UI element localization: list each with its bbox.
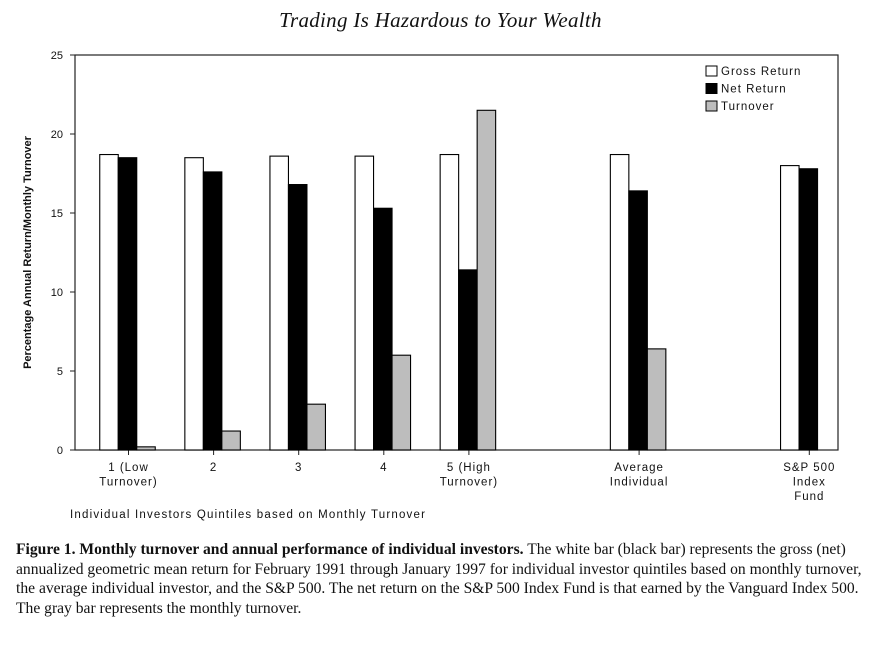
y-tick-label: 20	[50, 129, 63, 141]
bar-turnover	[647, 349, 666, 450]
bar-net-return	[459, 270, 478, 450]
bar-turnover	[307, 404, 326, 450]
bar-gross-return	[100, 155, 119, 450]
bar-turnover	[477, 110, 496, 450]
x-tick-label: 5 (High	[446, 462, 491, 474]
x-tick-label: Turnover)	[99, 476, 158, 489]
x-tick-label: Index	[792, 476, 826, 489]
y-tick-label: 25	[50, 50, 63, 62]
caption-body: The white bar (black bar) represents the gross (net) annualized geometric mean return for February 1991 through January 1997 for individual investor quintiles based on monthly turnover, the average individual investor, and the S&P 500. The net return on the S&P 500 Index Fund is that earned by the Vanguard Index 500. The gray bar represents the monthly turnover.	[16, 541, 862, 617]
chart-title: Trading Is Hazardous to Your Wealth	[279, 8, 602, 32]
legend-swatch	[706, 101, 717, 111]
bar-net-return	[629, 191, 648, 450]
bar-turnover	[137, 447, 156, 450]
figure-caption	[16, 540, 866, 618]
caption-heading: Figure 1. Monthly turnover and annual performance of individual investors.	[16, 541, 524, 558]
bar-gross-return	[440, 155, 459, 450]
y-axis-label: Percentage Annual Return/Monthly Turnover	[22, 136, 34, 369]
legend-swatch	[706, 84, 717, 94]
bar-net-return	[799, 169, 818, 450]
y-tick-label: 15	[50, 208, 63, 220]
bar-gross-return	[185, 158, 204, 450]
bar-gross-return	[355, 156, 374, 450]
y-tick-label: 0	[56, 445, 63, 457]
bar-net-return	[203, 172, 222, 450]
x-tick-label: Turnover)	[439, 476, 499, 489]
bar-net-return	[374, 208, 393, 450]
x-tick-label: Average	[614, 462, 664, 474]
bar-net-return	[118, 158, 137, 450]
x-tick-label: Fund	[794, 491, 825, 503]
legend-label: Net Return	[721, 83, 787, 96]
bar-net-return	[288, 185, 307, 450]
bar-gross-return	[781, 166, 800, 450]
x-tick-label: 3	[294, 462, 303, 474]
x-tick-label: S&P 500	[783, 462, 836, 474]
x-axis-label: Individual Investors Quintiles based on Monthly Turnover	[70, 509, 427, 521]
x-tick-label: 2	[209, 462, 218, 474]
x-tick-label: Individual	[609, 476, 669, 489]
bar-gross-return	[610, 155, 629, 450]
legend-label: Gross Return	[721, 66, 802, 78]
x-tick-label: 1 (Low	[108, 462, 149, 474]
bar-turnover	[392, 355, 411, 450]
y-tick-label: 10	[50, 287, 63, 299]
bar-gross-return	[270, 156, 289, 450]
legend-swatch	[706, 66, 717, 76]
legend-label: Turnover	[721, 101, 775, 113]
x-tick-label: 4	[380, 462, 388, 474]
y-tick-label: 5	[56, 366, 63, 378]
bar-turnover	[222, 431, 241, 450]
